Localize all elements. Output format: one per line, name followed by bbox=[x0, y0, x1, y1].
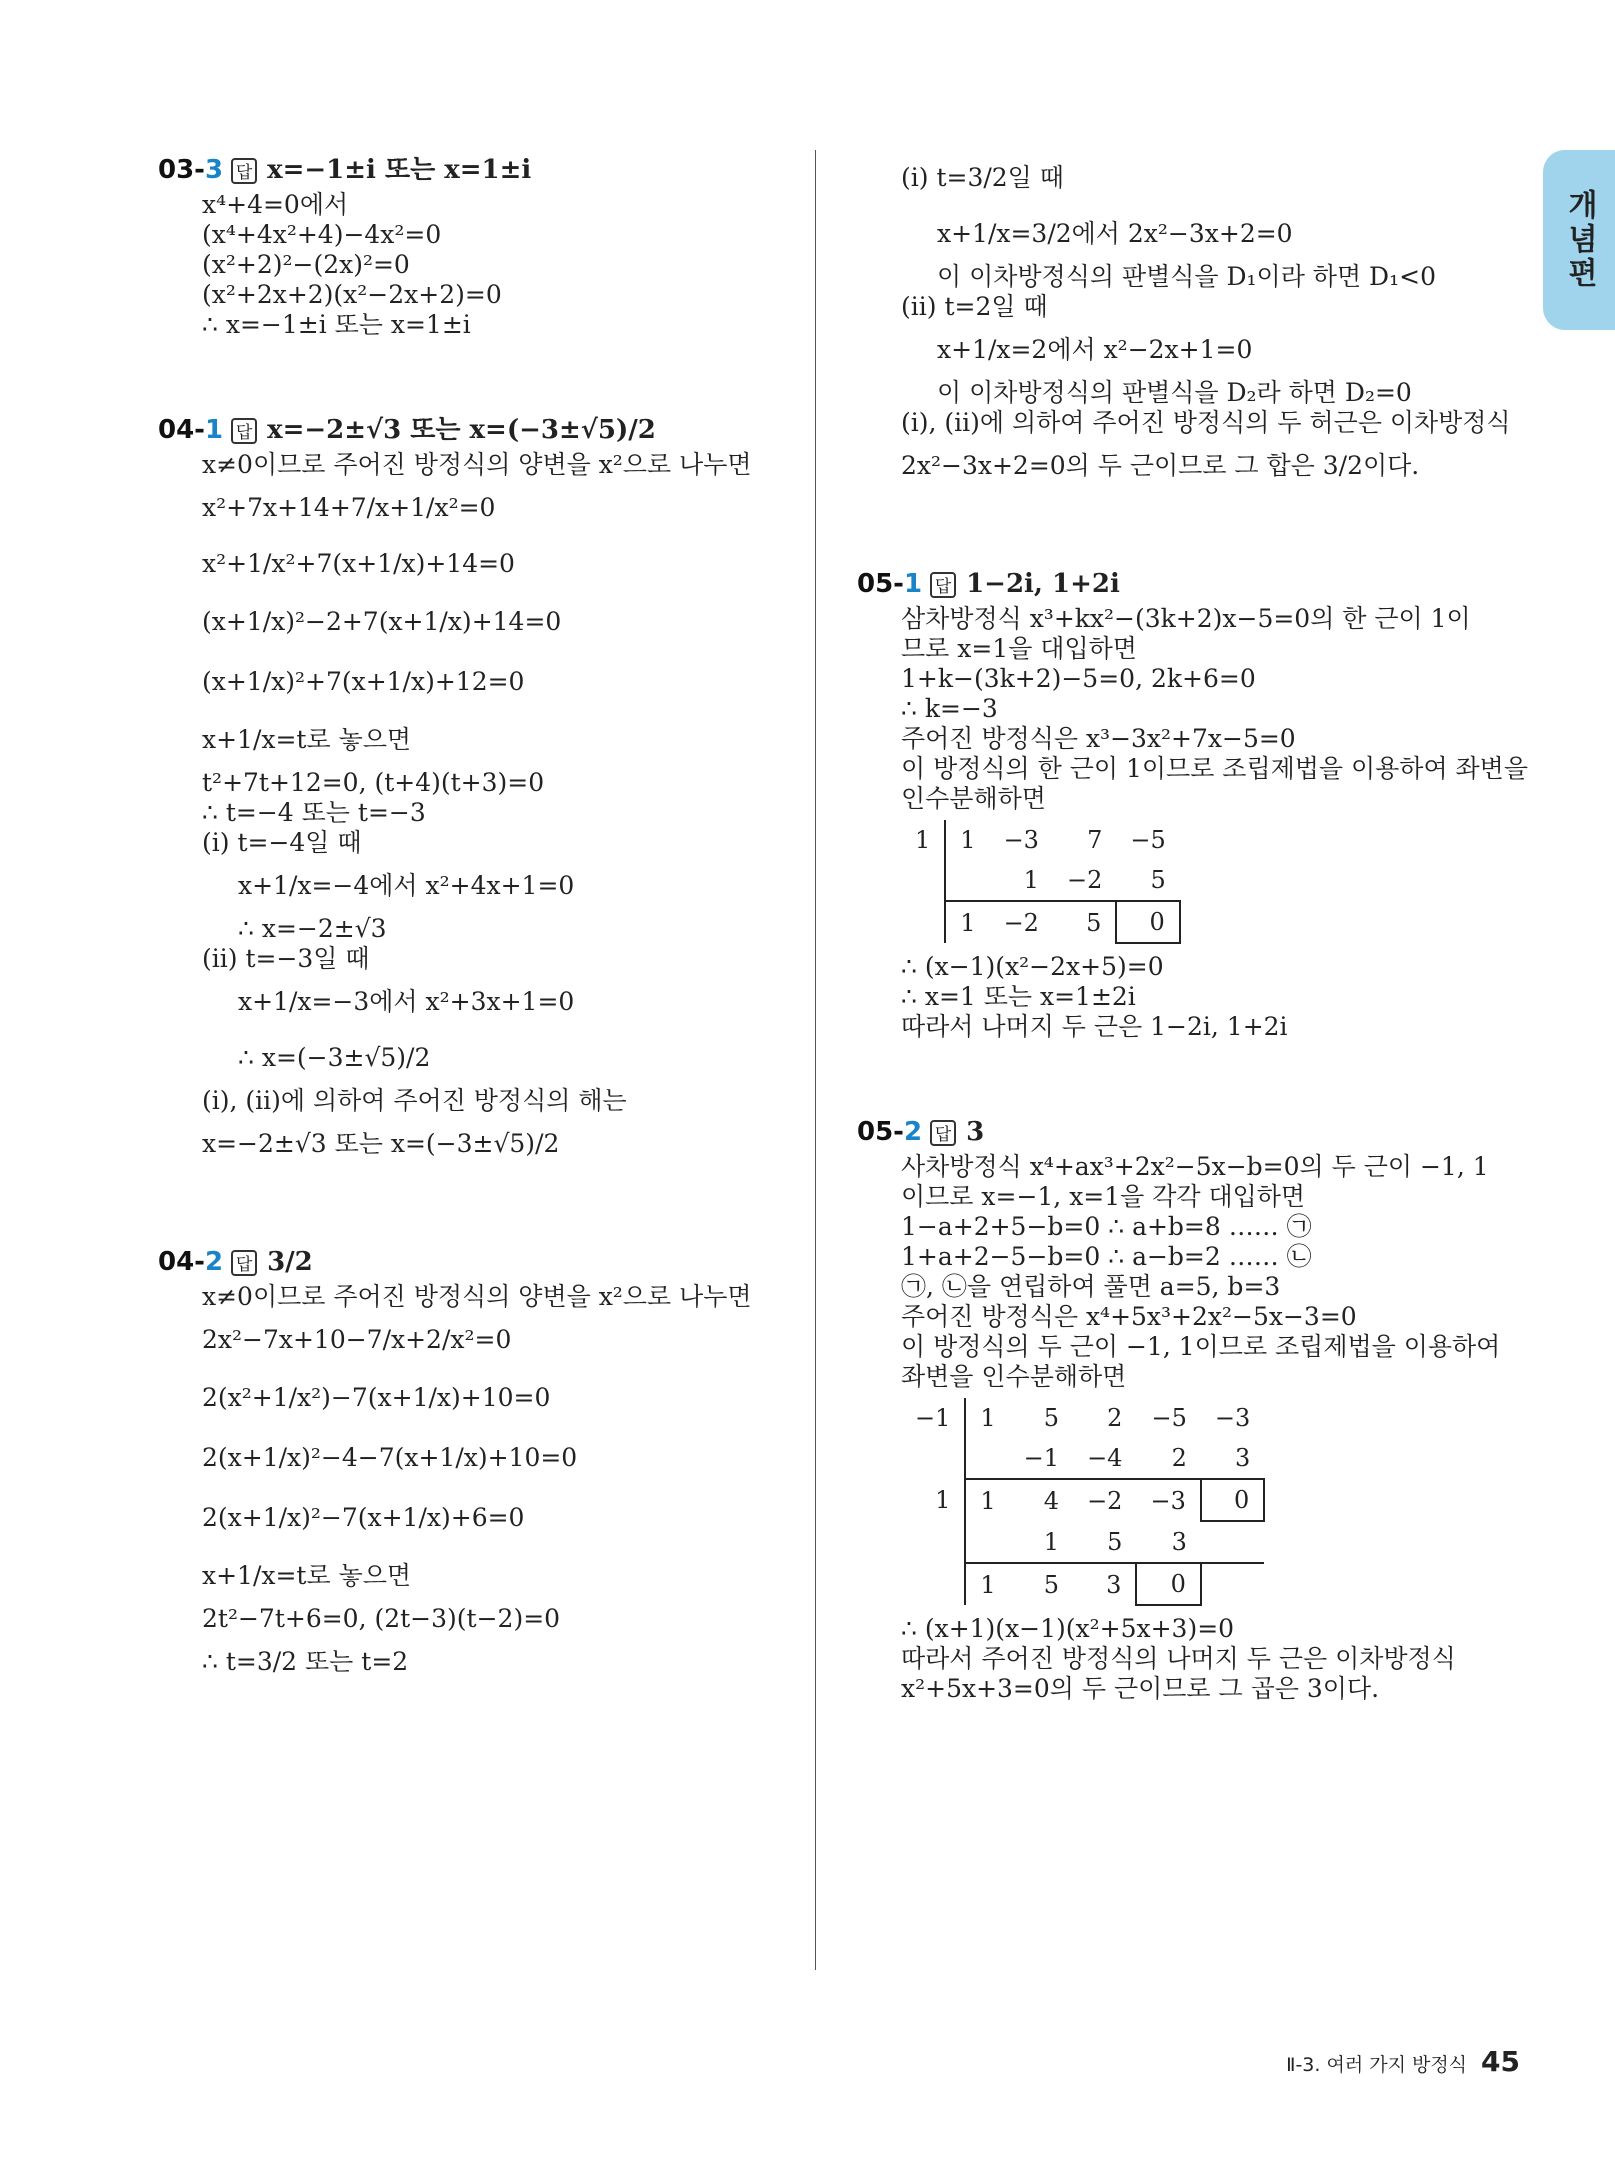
problem-id-sub: 2 bbox=[204, 1247, 224, 1277]
division-cell: 3 bbox=[1073, 1563, 1136, 1605]
division-cell: 5 bbox=[1053, 901, 1116, 943]
solution-line: x²+7x+14+7/x+1/x²=0 bbox=[202, 493, 496, 522]
solution-line: ∴ (x+1)(x−1)(x²+5x+3)=0 bbox=[901, 1614, 1235, 1643]
solution-line: ∴ t=−4 또는 t=−3 bbox=[202, 798, 426, 827]
solution-line: x≠0이므로 주어진 방정식의 양변을 x²으로 나누면 bbox=[202, 450, 752, 479]
solution-line: 따라서 주어진 방정식의 나머지 두 근은 이차방정식 bbox=[901, 1644, 1456, 1673]
division-cell: −5 bbox=[1151, 1404, 1187, 1432]
division-cell: 0 bbox=[1201, 1479, 1264, 1521]
solution-line: 사차방정식 x⁴+ax³+2x²−5x−b=0의 두 근이 −1, 1 bbox=[901, 1152, 1489, 1181]
solution-line: 2(x²+1/x²)−7(x+1/x)+10=0 bbox=[202, 1383, 551, 1412]
division-cell: 2 bbox=[1107, 1404, 1123, 1432]
solution-line: (ⅱ) t=−3일 때 bbox=[202, 944, 370, 973]
division-cell: 1 bbox=[1043, 1527, 1060, 1556]
solution-line: x+1/x=−3에서 x²+3x+1=0 bbox=[238, 987, 575, 1016]
division-cell: −4 bbox=[1087, 1444, 1123, 1472]
division-cell bbox=[901, 1438, 965, 1479]
synthetic-division-1 bbox=[857, 820, 1507, 944]
problem-header bbox=[158, 150, 798, 190]
problem-id-sub: 1 bbox=[204, 415, 224, 445]
division-cell: −2 bbox=[1066, 866, 1103, 894]
solution-line: x≠0이므로 주어진 방정식의 양변을 x²으로 나누면 bbox=[202, 1282, 752, 1311]
division-cell bbox=[945, 860, 989, 901]
page-number: 45 bbox=[1481, 2045, 1520, 2078]
solution-line: (ⅰ) t=3/2일 때 bbox=[901, 163, 1064, 192]
problem-id bbox=[158, 150, 223, 190]
solution-line: 2t²−7t+6=0, (2t−3)(t−2)=0 bbox=[202, 1604, 561, 1633]
problem-id-main: 05- bbox=[857, 569, 904, 599]
solution-line: 2(x+1/x)²−4−7(x+1/x)+10=0 bbox=[202, 1443, 578, 1472]
division-cell: −5 bbox=[1130, 826, 1166, 854]
solution-line: x²+5x+3=0의 두 근이므로 그 곱은 3이다. bbox=[901, 1674, 1380, 1703]
division-cell bbox=[1201, 1521, 1264, 1563]
solution-line: x=−2±√3 또는 x=(−3±√5)/2 bbox=[202, 1129, 560, 1158]
division-cell: 1 bbox=[945, 820, 989, 860]
solution-line: 2x²−7x+10−7/x+2/x²=0 bbox=[202, 1325, 512, 1354]
solution-line: x⁴+4=0에서 bbox=[202, 190, 349, 219]
solution-line: 주어진 방정식은 x⁴+5x³+2x²−5x−3=0 bbox=[901, 1302, 1357, 1331]
division-cell: 1 bbox=[1023, 866, 1039, 894]
solution-line: (ⅰ), (ⅱ)에 의하여 주어진 방정식의 해는 bbox=[202, 1086, 627, 1115]
division-cell: 1 bbox=[965, 1479, 1009, 1521]
division-cell: 1 bbox=[965, 1398, 1009, 1438]
solution-line: ∴ x=−2±√3 bbox=[238, 914, 387, 943]
solution-line: x+1/x=2에서 x²−2x+1=0 bbox=[937, 335, 1253, 364]
problem-header bbox=[158, 410, 798, 450]
division-cell bbox=[1201, 1563, 1264, 1605]
division-cell: −2 bbox=[1073, 1479, 1136, 1521]
problem-header bbox=[857, 1112, 1507, 1152]
solution-line: 1+a+2−5−b=0 ∴ a−b=2 …… ㉡ bbox=[901, 1242, 1312, 1271]
solution-line: 2(x+1/x)²−7(x+1/x)+6=0 bbox=[202, 1503, 525, 1532]
division-cell: 0 bbox=[1136, 1563, 1200, 1605]
problem-id-main: 05- bbox=[857, 1117, 904, 1147]
division-cell: 1 bbox=[915, 826, 931, 854]
division-cell: −3 bbox=[1136, 1479, 1200, 1521]
solution-line: x+1/x=−4에서 x²+4x+1=0 bbox=[238, 871, 575, 900]
division-cell: −1 bbox=[915, 1404, 951, 1432]
problem-id bbox=[857, 564, 922, 604]
division-cell bbox=[901, 1563, 965, 1605]
division-cell: −2 bbox=[990, 901, 1053, 943]
answer-text: x=−1±i 또는 x=1±i bbox=[267, 155, 532, 185]
solution-line: 2x²−3x+2=0의 두 근이므로 그 합은 3/2이다. bbox=[901, 451, 1420, 480]
division-cell: −1 bbox=[1023, 1444, 1060, 1472]
division-cell: 3 bbox=[1234, 1444, 1251, 1472]
division-cell: 1 bbox=[935, 1486, 951, 1514]
answer-icon: 답 bbox=[231, 418, 257, 444]
solution-line: ∴ (x−1)(x²−2x+5)=0 bbox=[901, 952, 1164, 981]
page-footer bbox=[1286, 2045, 1520, 2078]
answer-icon: 답 bbox=[231, 1250, 257, 1276]
answer-text: 3 bbox=[966, 1117, 985, 1147]
division-cell: 3 bbox=[1171, 1527, 1187, 1556]
solution-line: ∴ x=−1±i 또는 x=1±i bbox=[202, 310, 471, 339]
solution-line: 1−a+2+5−b=0 ∴ a+b=8 …… ㉠ bbox=[901, 1212, 1312, 1241]
solution-line: (ⅰ), (ⅱ)에 의하여 주어진 방정식의 두 허근은 이차방정식 bbox=[901, 408, 1511, 437]
solution-line: 좌변을 인수분해하면 bbox=[901, 1362, 1127, 1391]
division-cell bbox=[901, 860, 945, 901]
problem-id-sub: 3 bbox=[204, 155, 224, 185]
problem-id-main: 03- bbox=[158, 155, 205, 185]
division-cell: 2 bbox=[1171, 1444, 1187, 1472]
solution-line: (x+1/x)²−2+7(x+1/x)+14=0 bbox=[202, 607, 562, 636]
solution-line: 이 방정식의 두 근이 −1, 1이므로 조립제법을 이용하여 bbox=[901, 1332, 1501, 1361]
division-cell bbox=[901, 901, 945, 943]
solution-line: 인수분해하면 bbox=[901, 784, 1046, 813]
solution-line: ∴ x=(−3±√5)/2 bbox=[238, 1043, 431, 1072]
answer-text: 3/2 bbox=[267, 1247, 313, 1277]
solution-line: 주어진 방정식은 x³−3x²+7x−5=0 bbox=[901, 724, 1296, 753]
division-cell: 5 bbox=[1010, 1563, 1073, 1605]
solution-line: (ⅰ) t=−4일 때 bbox=[202, 828, 362, 857]
problem-id bbox=[158, 410, 223, 450]
solution-line: t²+7t+12=0, (t+4)(t+3)=0 bbox=[202, 768, 545, 797]
division-cell: −3 bbox=[1214, 1404, 1251, 1432]
solution-line: x+1/x=3/2에서 2x²−3x+2=0 bbox=[937, 219, 1293, 248]
division-cell: 7 bbox=[1087, 826, 1103, 854]
answer-text: x=−2±√3 또는 x=(−3±√5)/2 bbox=[267, 415, 656, 445]
solution-line: (ⅱ) t=2일 때 bbox=[901, 292, 1048, 321]
solution-line: ∴ x=1 또는 x=1±2i bbox=[901, 982, 1136, 1011]
solution-line: x+1/x=t로 놓으면 bbox=[202, 725, 412, 754]
problem-id-main: 04- bbox=[158, 415, 205, 445]
solution-line: (x⁴+4x²+4)−4x²=0 bbox=[202, 220, 442, 249]
solution-line: 이므로 x=−1, x=1을 각각 대입하면 bbox=[901, 1182, 1306, 1211]
section-tab-label: 개념편 bbox=[1562, 189, 1597, 291]
solution-line: x²+1/x²+7(x+1/x)+14=0 bbox=[202, 549, 515, 578]
synthetic-division-table bbox=[901, 1398, 1265, 1606]
solution-line: (x+1/x)²+7(x+1/x)+12=0 bbox=[202, 667, 525, 696]
solution-line: ∴ t=3/2 또는 t=2 bbox=[202, 1647, 409, 1676]
problem-header bbox=[857, 564, 1507, 604]
solution-line: ∴ k=−3 bbox=[901, 694, 998, 723]
division-cell bbox=[965, 1438, 1009, 1479]
division-cell: 5 bbox=[1107, 1527, 1123, 1556]
solution-line: x+1/x=t로 놓으면 bbox=[202, 1561, 412, 1590]
division-cell: 0 bbox=[1116, 901, 1179, 943]
problem-id-main: 04- bbox=[158, 1247, 205, 1277]
problem-id-sub: 1 bbox=[903, 569, 923, 599]
division-cell: 5 bbox=[1150, 866, 1166, 894]
solution-line: 따라서 나머지 두 근은 1−2i, 1+2i bbox=[901, 1012, 1288, 1041]
solution-line: 이 방정식의 한 근이 1이므로 조립제법을 이용하여 좌변을 bbox=[901, 754, 1528, 783]
answer-icon: 답 bbox=[930, 1120, 956, 1146]
left-column bbox=[158, 150, 798, 1690]
solution-line: 이 이차방정식의 판별식을 D₁이라 하면 D₁<0 bbox=[937, 262, 1436, 291]
division-cell: 4 bbox=[1010, 1479, 1073, 1521]
problem-id bbox=[857, 1112, 922, 1152]
section-tab bbox=[1543, 150, 1615, 330]
synthetic-division-table bbox=[901, 820, 1181, 944]
column-divider bbox=[815, 150, 816, 1970]
synthetic-division-2 bbox=[857, 1398, 1507, 1606]
solution-line: 므로 x=1을 대입하면 bbox=[901, 634, 1137, 663]
division-cell bbox=[901, 1521, 965, 1563]
solution-line: (x²+2)²−(2x)²=0 bbox=[202, 250, 410, 279]
right-column bbox=[857, 150, 1528, 1704]
solution-line: (x²+2x+2)(x²−2x+2)=0 bbox=[202, 280, 502, 309]
solution-line: 삼차방정식 x³+kx²−(3k+2)x−5=0의 한 근이 1이 bbox=[901, 604, 1471, 633]
answer-text: 1−2i, 1+2i bbox=[966, 569, 1120, 599]
division-cell: 1 bbox=[965, 1563, 1009, 1605]
problem-id bbox=[158, 1242, 223, 1282]
division-cell: 5 bbox=[1043, 1404, 1060, 1432]
solution-line: ㉠, ㉡을 연립하여 풀면 a=5, b=3 bbox=[901, 1272, 1281, 1301]
answer-icon: 답 bbox=[930, 572, 956, 598]
problem-header bbox=[158, 1242, 798, 1282]
division-cell bbox=[965, 1521, 1009, 1563]
answer-icon: 답 bbox=[231, 158, 257, 184]
solution-line: 이 이차방정식의 판별식을 D₂라 하면 D₂=0 bbox=[937, 378, 1412, 407]
division-cell: 1 bbox=[945, 901, 989, 943]
problem-id-sub: 2 bbox=[903, 1117, 923, 1147]
division-cell: −3 bbox=[1003, 826, 1039, 854]
chapter-label: Ⅱ-3. 여러 가지 방정식 bbox=[1286, 2054, 1468, 2076]
solution-line: 1+k−(3k+2)−5=0, 2k+6=0 bbox=[901, 664, 1256, 693]
